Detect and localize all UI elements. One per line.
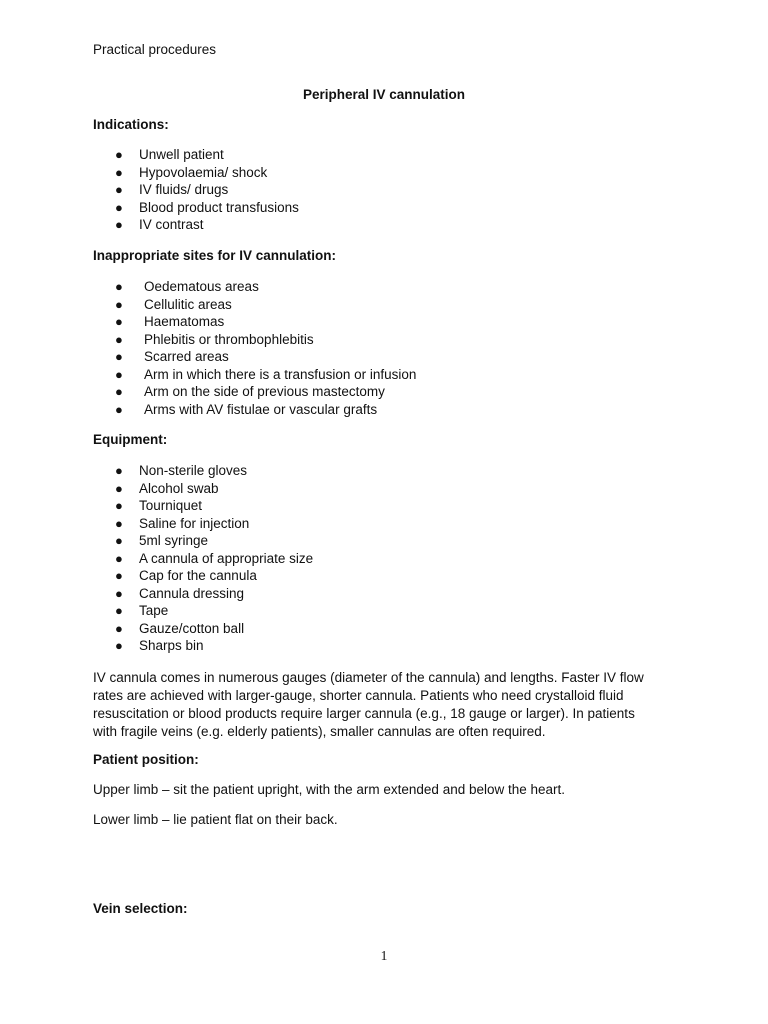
page-number: 1 — [380, 948, 388, 963]
list-item: ● Non-sterile gloves — [115, 463, 248, 478]
list-item: ● Oedematous areas — [115, 279, 259, 294]
bullet-icon: ● — [115, 550, 123, 566]
bullet-icon: ● — [115, 366, 123, 382]
bullet-icon: ● — [115, 533, 123, 548]
bullet-icon: ● — [115, 401, 123, 417]
list-item: ● Hypovolaemia/ shock — [115, 164, 268, 180]
list-item: ● Sharps bin — [115, 638, 204, 653]
list-item: ● Arm in which there is a transfusion or infusion — [115, 366, 417, 382]
bullet-icon: ● — [115, 638, 123, 653]
list-item: ● A cannula of appropriate size — [115, 550, 314, 566]
list-item: ● Arms with AV fistulae or vascular grafts — [115, 401, 378, 417]
list-item: ● 5ml syringe — [115, 533, 209, 548]
list-item: ● Phlebitis or thrombophlebitis — [115, 331, 314, 347]
list-item: ● Cap for the cannula — [115, 568, 257, 583]
list-item: ● Tourniquet — [115, 498, 203, 513]
bullet-icon: ● — [115, 603, 123, 618]
document-title: Peripheral IV cannulation — [302, 87, 466, 102]
bullet-icon: ● — [115, 620, 123, 636]
paragraph-line: IV cannula comes in numerous gauges (diameter of the cannula) and lengths. Faster IV flow — [93, 670, 644, 685]
bullet-icon: ● — [115, 331, 123, 347]
bullet-icon: ● — [115, 480, 123, 496]
bullet-icon: ● — [115, 498, 123, 513]
bullet-icon: ● — [115, 164, 123, 180]
bullet-icon: ● — [115, 182, 123, 197]
list-item: ● Cellulitic areas — [115, 296, 232, 312]
bullet-icon: ● — [115, 568, 123, 583]
list-item: ● Scarred areas — [115, 349, 229, 364]
cannula-gauge-paragraph — [93, 669, 693, 741]
equipment-list — [115, 462, 314, 655]
bullet-icon: ● — [115, 147, 123, 162]
upper-limb-text: Upper limb – sit the patient upright, with the arm extended and below the heart. — [93, 782, 566, 797]
indications-list — [115, 146, 299, 234]
bullet-icon: ● — [115, 314, 123, 329]
list-item: ● Haematomas — [115, 314, 225, 329]
bullet-icon: ● — [115, 384, 123, 399]
paragraph-line: with fragile veins (e.g. elderly patients), smaller cannulas are often required. — [93, 724, 546, 739]
bullet-icon: ● — [115, 217, 123, 232]
bullet-icon: ● — [115, 585, 123, 601]
list-item: ● Tape — [115, 603, 169, 618]
indications-heading: Indications: — [93, 117, 169, 132]
equipment-heading: Equipment: — [93, 432, 168, 447]
paragraph-line: rates are achieved with larger-gauge, shorter cannula. Patients who need crystalloid fluid — [93, 688, 624, 703]
bullet-icon: ● — [115, 199, 123, 215]
bullet-icon: ● — [115, 296, 123, 312]
list-item: ● Gauze/cotton ball — [115, 620, 245, 636]
lower-limb-text: Lower limb – lie patient flat on their back. — [93, 812, 338, 827]
bullet-icon: ● — [115, 279, 123, 294]
bullet-icon: ● — [115, 515, 123, 531]
vein-selection-heading: Vein selection: — [93, 901, 188, 916]
list-item: ● Unwell patient — [115, 147, 224, 162]
patient-position-heading: Patient position: — [93, 752, 199, 767]
bullet-icon: ● — [115, 349, 123, 364]
inappropriate-sites-heading: Inappropriate sites for IV cannulation: — [93, 248, 337, 263]
list-item: ● IV fluids/ drugs — [115, 182, 229, 197]
paragraph-line: resuscitation or blood products require larger cannula (e.g., 18 gauge or larger). In patients — [93, 706, 635, 721]
list-item: ● Alcohol swab — [115, 480, 219, 496]
list-item: ● IV contrast — [115, 217, 204, 232]
list-item: ● Arm on the side of previous mastectomy — [115, 384, 385, 399]
list-item: ● Saline for injection — [115, 515, 250, 531]
inappropriate-sites-list — [115, 278, 417, 418]
bullet-icon: ● — [115, 463, 123, 478]
list-item: ● Cannula dressing — [115, 585, 245, 601]
list-item: ● Blood product transfusions — [115, 199, 299, 215]
running-header: Practical procedures — [93, 42, 217, 57]
